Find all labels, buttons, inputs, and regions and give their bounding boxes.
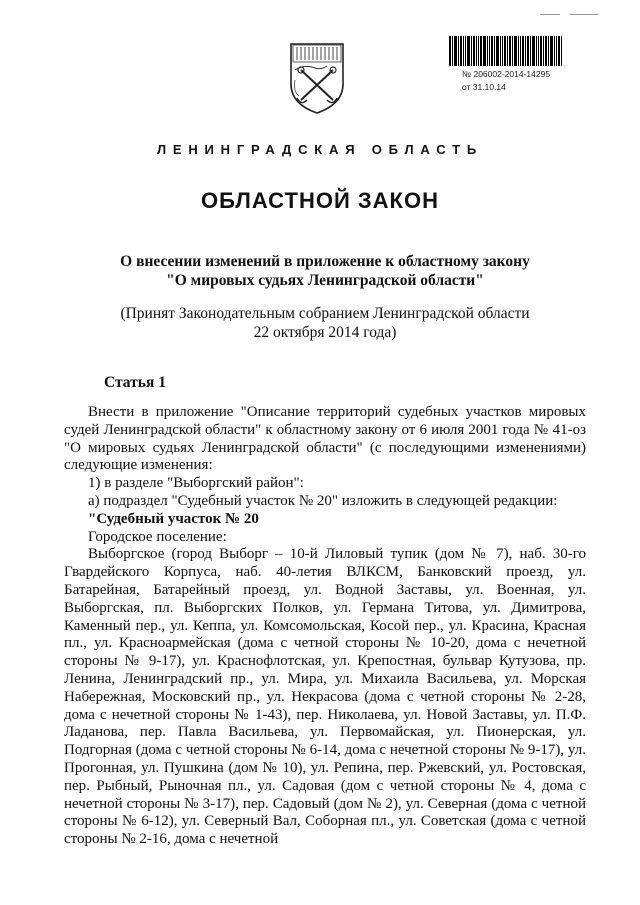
document-type-heading: ОБЛАСТНОЙ ЗАКОН <box>201 188 439 213</box>
paragraph-item-1: 1) в разделе "Выборгский район": <box>88 475 304 492</box>
adoption-note <box>60 304 590 342</box>
law-title-line-2: "О мировых судьях Ленинградской области" <box>166 272 484 289</box>
paragraph-item-a: а) подраздел "Судебный участок № 20" изложить в следующей редакции: <box>88 492 558 509</box>
paragraph-section-heading: "Судебный участок № 20 <box>88 510 259 527</box>
article-heading: Статья 1 <box>104 374 166 391</box>
coat-of-arms-emblem <box>287 40 347 116</box>
region-heading: ЛЕНИНГРАДСКАЯ ОБЛАСТЬ <box>156 142 484 157</box>
paragraph-street-list: Выборгское (город Выборг – 10-й Лиловый тупик (дом № 7), наб. 30-го Гвардейского Корпуса, наб. 40-летия ВЛКСМ, Банковский проезд, ул. Батарейная, Батарейный проезд, ул. Водной Заставы, ул. Военная, ул. Выборгская, пл. Выборгских Полков, ул. Германа Титова, ул. Димитрова, Каменный пер., ул. Кеппа, ул. Комсомольская, Косой пер., ул. Красина, Красная пл., ул. Красноармейская (дома с четной стороны № 10-20, дома с нечетной стороны № 9-17), ул. Краснофлотская, ул. Крепостная, бульвар Кутузова, пр. Ленина, Ленинградский пр., ул. Мира, ул. Михаила Васильева, ул. Морская Набережная, Московский пр., ул. Некрасова (дома с четной стороны № 2-28, дома с нечетной стороны № 1-43), пер. Николаева, ул. Новой Заставы, ул. П.Ф. Ладанова, пер. Павла Васильева, ул. Первомайская, ул. Пионерская, ул. Подгорная (дома с четной стороны № 6-14, дома с нечетной стороны № 9-17), ул. Прогонная, ул. Пушкина (дом № 10), ул. Репина, пер. Ржевский, ул. Ростовская, пер. Рыбный, Рыночная пл., ул. Садовая (дом с четной стороны № 4, дома с нечетной стороны № 3-17), пер. Садовый (дом № 2), ул. Северная (дома с четной стороны № 6-12), ул. Северный Вал, Соборная пл., ул. Советская (дома с четной стороны № 2-16, дома с нечетной <box>64 546 586 848</box>
registration-date: от 31.10.14 <box>462 82 506 92</box>
adoption-note-line-1: (Принят Законодательным собранием Ленинградской области <box>120 305 530 322</box>
article-body <box>64 404 586 849</box>
barcode <box>449 36 589 66</box>
paragraph-settlement-label: Городское поселение: <box>88 528 227 545</box>
registration-stamp <box>462 68 550 94</box>
adoption-note-line-2: 22 октября 2014 года) <box>253 324 397 341</box>
paragraph-intro: Внести в приложение "Описание территорий судебных участков мировых судей Ленинградской области" к областному закону от 6 июля 2001 года № 41-оз "О мировых судьях Ленинградской области" (с последующими изменениями) следующие изменения: <box>64 404 586 474</box>
law-title-line-1: О внесении изменений в приложение к областному закону <box>120 253 530 270</box>
registration-number: № 206002-2014-14295 <box>462 69 551 79</box>
law-title <box>60 252 590 290</box>
